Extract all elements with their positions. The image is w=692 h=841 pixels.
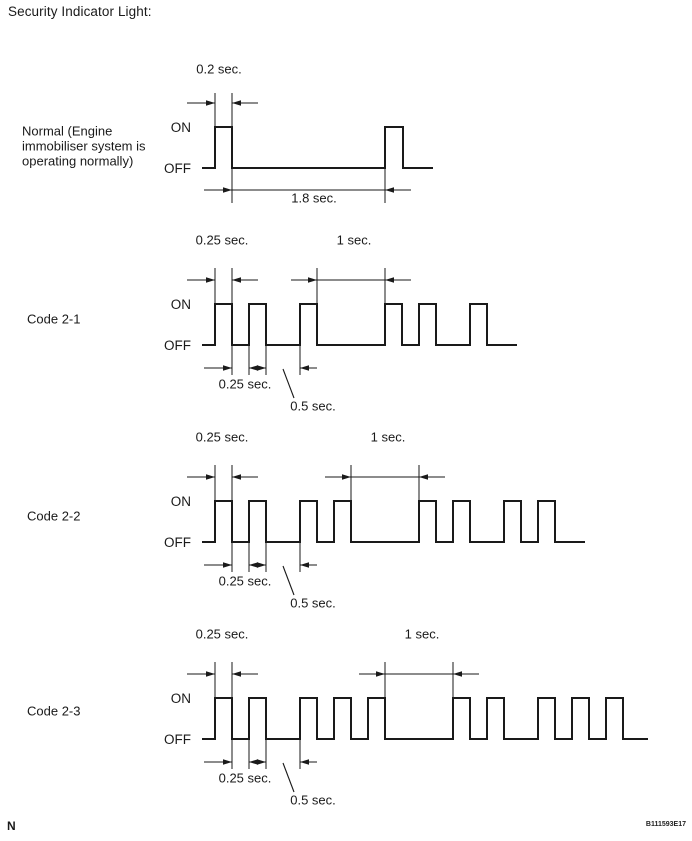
page-marker: N bbox=[7, 819, 16, 833]
dimension-arrowhead bbox=[385, 277, 394, 283]
on-label: ON bbox=[170, 297, 191, 312]
dimension-label: 0.25 sec. bbox=[195, 626, 249, 642]
timing-diagram-code-2-1 bbox=[27, 233, 517, 414]
dimension-arrowhead bbox=[300, 365, 309, 371]
dimension-label: 0.5 sec. bbox=[290, 398, 336, 414]
dimension-arrowhead bbox=[206, 474, 215, 480]
dimension-label: 0.25 sec. bbox=[195, 429, 249, 445]
leader-line bbox=[283, 369, 294, 398]
dimension-arrowhead bbox=[257, 562, 266, 568]
page-title: Security Indicator Light: bbox=[8, 4, 152, 19]
dimension-arrowhead bbox=[419, 474, 428, 480]
dimension-arrowhead bbox=[232, 474, 241, 480]
dimension-label: 0.5 sec. bbox=[290, 792, 336, 808]
section-label-line: immobiliser system is bbox=[22, 138, 146, 154]
dimension-arrowhead bbox=[232, 671, 241, 677]
dimension-arrowhead bbox=[300, 562, 309, 568]
dimension-arrowhead bbox=[342, 474, 351, 480]
dimension-label: 0.25 sec. bbox=[218, 573, 272, 589]
dimension-arrowhead bbox=[308, 277, 317, 283]
figure-id: B111593E17 bbox=[645, 821, 686, 828]
off-label: OFF bbox=[164, 338, 191, 353]
dimension-label: 1 sec. bbox=[404, 626, 440, 642]
dimension-arrowhead bbox=[385, 187, 394, 193]
dimension-label: 0.25 sec. bbox=[218, 770, 272, 786]
leader-line bbox=[283, 566, 294, 595]
dimension-arrowhead bbox=[232, 277, 241, 283]
dimension-arrowhead bbox=[257, 759, 266, 765]
waveform-normal bbox=[202, 127, 433, 168]
timing-diagram-normal bbox=[22, 62, 433, 206]
dimension-label: 0.5 sec. bbox=[290, 595, 336, 611]
dimension-arrowhead bbox=[232, 100, 241, 106]
waveform-code-2-2 bbox=[202, 501, 585, 542]
section-label-line: operating normally) bbox=[22, 153, 134, 169]
dimension-arrowhead bbox=[376, 671, 385, 677]
leader-line bbox=[283, 763, 294, 792]
on-label: ON bbox=[170, 691, 191, 706]
dimension-arrowhead bbox=[223, 365, 232, 371]
dimension-arrowhead bbox=[300, 759, 309, 765]
on-label: ON bbox=[170, 494, 191, 509]
section-label-line: Code 2-3 bbox=[27, 703, 81, 719]
dimension-arrowhead bbox=[206, 671, 215, 677]
dimension-arrowhead bbox=[206, 277, 215, 283]
section-label-line: Code 2-1 bbox=[27, 311, 81, 327]
off-label: OFF bbox=[164, 732, 191, 747]
section-label-line: Normal (Engine bbox=[22, 123, 113, 139]
dimension-arrowhead bbox=[453, 671, 462, 677]
dimension-label: 1 sec. bbox=[370, 429, 406, 445]
timing-diagram-code-2-3 bbox=[27, 627, 648, 808]
dimension-label: 0.25 sec. bbox=[195, 232, 249, 248]
dimension-arrowhead bbox=[257, 365, 266, 371]
timing-diagram-code-2-2 bbox=[27, 430, 585, 611]
dimension-arrowhead bbox=[206, 100, 215, 106]
off-label: OFF bbox=[164, 535, 191, 550]
off-label: OFF bbox=[164, 161, 191, 176]
waveform-code-2-3 bbox=[202, 698, 648, 739]
dimension-label: 1.8 sec. bbox=[291, 190, 337, 206]
waveform-code-2-1 bbox=[202, 304, 517, 345]
section-label-line: Code 2-2 bbox=[27, 508, 81, 524]
on-label: ON bbox=[170, 120, 191, 135]
dimension-arrowhead bbox=[223, 759, 232, 765]
dimension-label: 0.25 sec. bbox=[218, 376, 272, 392]
dimension-label: 1 sec. bbox=[336, 232, 372, 248]
dimension-arrowhead bbox=[223, 562, 232, 568]
dimension-label: 0.2 sec. bbox=[196, 61, 242, 77]
dimension-arrowhead bbox=[223, 187, 232, 193]
